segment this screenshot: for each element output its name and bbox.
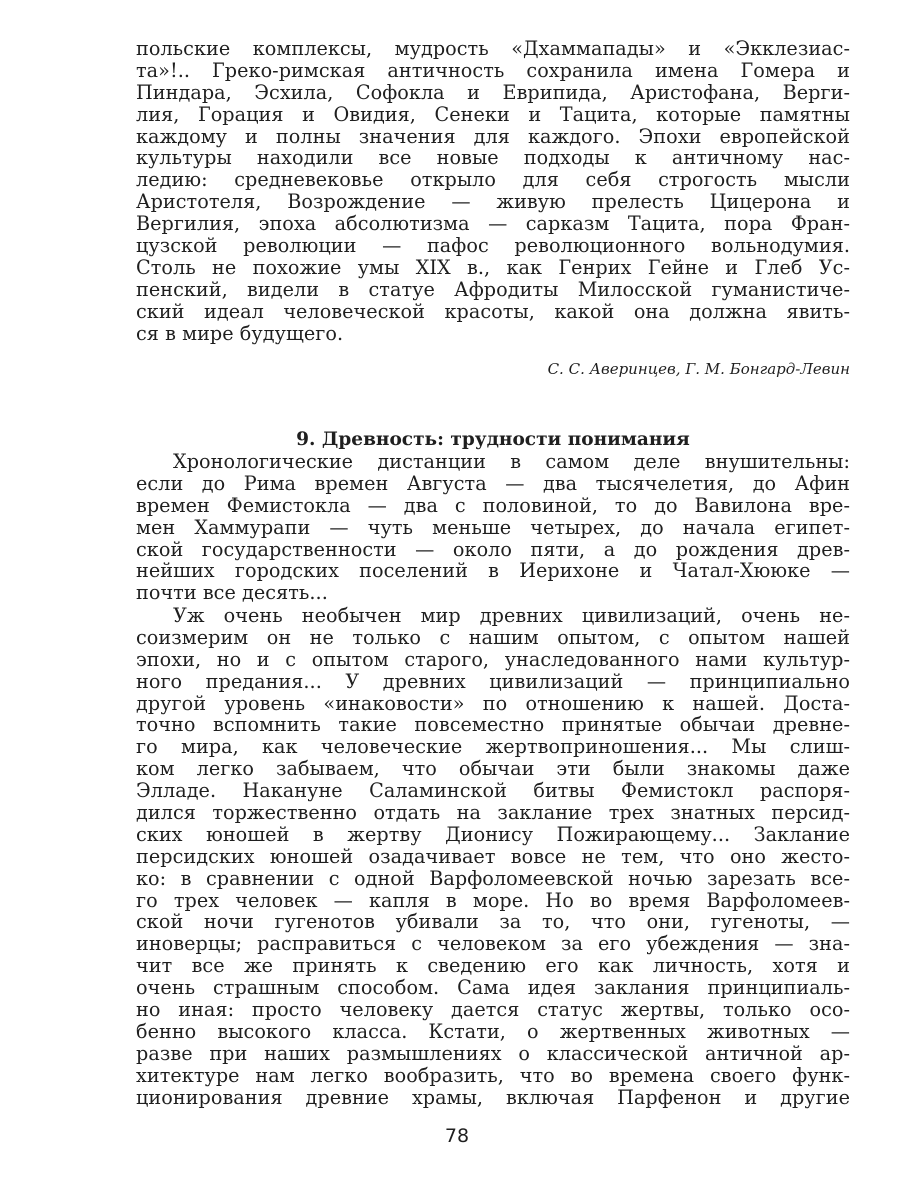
text-line: Аристотеля, Возрождение — живую прелесть Цицерона и xyxy=(136,190,850,214)
text-line: нейших городских поселений в Иерихоне и Чатал-Хююке — xyxy=(136,559,850,583)
text-line: очень страшным способом. Сама идея заклания принципиаль- xyxy=(136,976,850,1000)
text-line: мен Хаммурапи — чуть меньше четырех, до начала египет- xyxy=(136,515,850,539)
text-line: ся в мире будущего. xyxy=(136,321,344,345)
text-line: Столь не похожие умы XIX в., как Генрих Гейне и Глеб Ус- xyxy=(136,255,850,279)
text-line: ционирования древние храмы, включая Парфенон и другие xyxy=(136,1085,850,1109)
text-line: Пиндара, Эсхила, Софокла и Еврипида, Аристофана, Верги- xyxy=(136,80,850,104)
page-number: 78 xyxy=(444,1125,470,1147)
text-line: каждому и полны значения для каждого. Эпохи европейской xyxy=(136,124,850,148)
continued-paragraph xyxy=(136,38,850,344)
text-line: иноверцы; расправиться с человеком за его убеждения — зна- xyxy=(136,932,850,956)
text-line: бенно высокого класса. Кстати, о жертвенных животных — xyxy=(136,1019,850,1043)
text-line: ного предания... У древних цивилизаций — принципиально xyxy=(136,669,850,693)
text-line: времен Фемистокла — два с половиной, то до Вавилона вре- xyxy=(136,493,850,517)
text-line: разве при наших размышлениях о классической античной ар- xyxy=(136,1041,850,1065)
text-line: Элладе. Накануне Саламинской битвы Фемистокл распоря- xyxy=(136,779,850,803)
text-line: ко: в сравнении с одной Варфоломеевской ночью зарезать все- xyxy=(136,866,850,890)
text-line: если до Рима времен Августа — два тысячелетия, до Афин xyxy=(136,471,850,495)
section-heading: 9. Древность: трудности понимания xyxy=(296,429,690,450)
text-line: дился торжественно отдать на заклание трех знатных персид- xyxy=(136,801,850,825)
text-line: ледию: средневековье открыло для себя строгость мысли xyxy=(136,168,850,192)
text-line: точно вспомнить такие повсеместно принятые обычаи древне- xyxy=(136,713,850,737)
text-line: та»!.. Греко-римская античность сохранила имена Гомера и xyxy=(136,58,850,82)
paragraph-2 xyxy=(136,605,850,1108)
text-line: ской государственности — около пяти, а до рождения древ- xyxy=(136,537,850,561)
text-line: польские комплексы, мудрость «Дхаммапады» и «Экклезиас- xyxy=(136,37,850,60)
text-line: но иная: просто человеку дается статус жертвы, только осо- xyxy=(136,998,850,1022)
text-line: го трех человек — капля в море. Но во время Варфоломеев- xyxy=(136,888,850,912)
paragraph-1 xyxy=(136,451,850,604)
text-line: лия, Горация и Овидия, Сенеки и Тацита, которые памятны xyxy=(136,102,850,126)
text-line: соизмерим он не только с нашим опытом, с опытом нашей xyxy=(136,625,850,649)
text-line: культуры находили все новые подходы к античному нас- xyxy=(136,146,850,170)
text-line: ский идеал человеческой красоты, какой она должна явить- xyxy=(136,299,850,323)
text-line: ком легко забываем, что обычаи эти были знакомы даже xyxy=(136,757,850,781)
text-line: пенский, видели в статуе Афродиты Милосской гуманистиче- xyxy=(136,277,850,301)
text-line: хитектуре нам легко вообразить, что во времена своего функ- xyxy=(136,1063,850,1087)
text-line: почти все десять... xyxy=(136,581,328,605)
text-line: чит все же принять к сведению его как личность, хотя и xyxy=(136,954,850,978)
text-line: Уж очень необычен мир древних цивилизаций, очень не- xyxy=(173,604,850,627)
text-line: ской ночи гугенотов убивали за то, что они, гугеноты, — xyxy=(136,910,850,934)
text-line: Вергилия, эпоха абсолютизма — сарказм Тацита, пора Фран- xyxy=(136,212,850,236)
text-line: Хронологические дистанции в самом деле внушительны: xyxy=(173,450,850,473)
text-line: цузской революции — пафос революционного вольнодумия. xyxy=(136,234,850,258)
text-line: го мира, как человеческие жертвоприношения... Мы слиш- xyxy=(136,735,850,759)
text-line: персидских юношей озадачивает вовсе не тем, что оно жесто- xyxy=(136,844,850,868)
author-attribution: С. С. Аверинцев, Г. М. Бонгард-Левин xyxy=(547,360,850,378)
text-line: другой уровень «инаковости» по отношению к нашей. Доста- xyxy=(136,691,850,715)
text-line: эпохи, но и с опытом старого, унаследованного нами культур- xyxy=(136,647,850,671)
text-line: ских юношей в жертву Дионису Пожирающему... Заклание xyxy=(136,822,850,846)
